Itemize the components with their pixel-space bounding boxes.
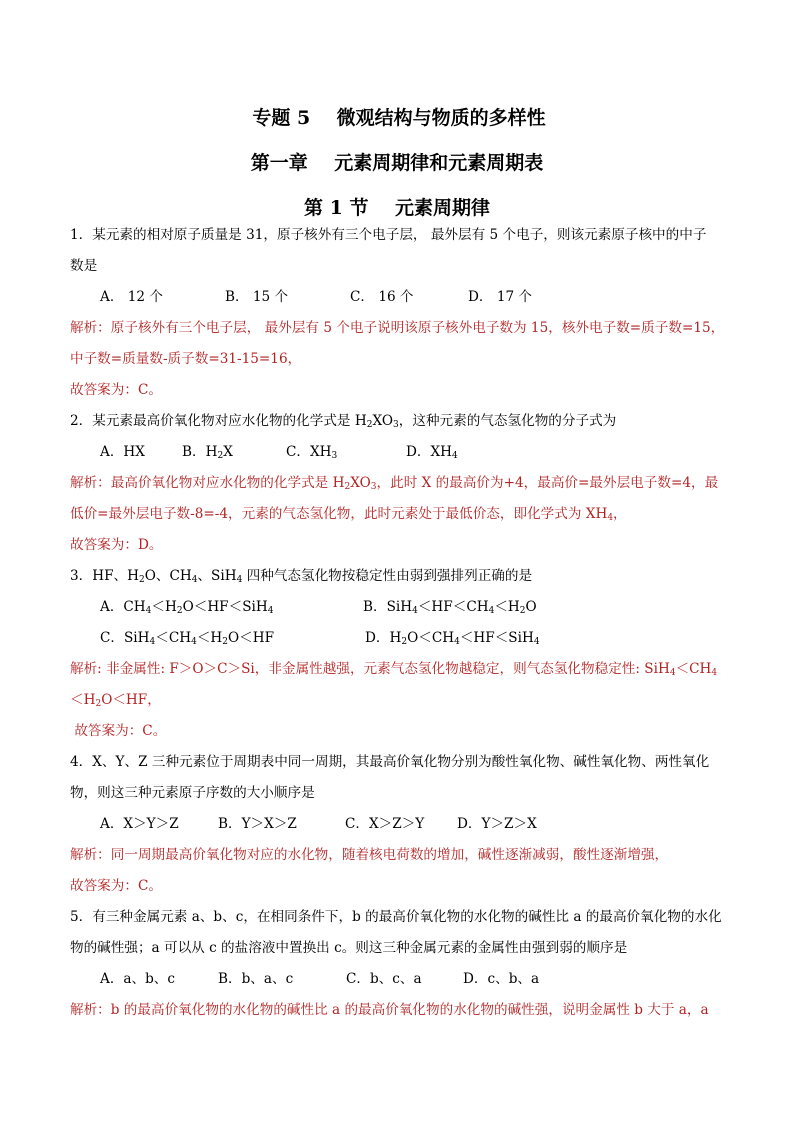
q1-answer: 故答案为：C。 bbox=[70, 382, 162, 398]
q3-options-row1 bbox=[70, 597, 734, 628]
q4-stem-cont: 物，则这三种元素原子序数的大小顺序是 bbox=[70, 785, 315, 801]
title-block bbox=[0, 103, 794, 238]
q2-option-c: C．$XH_3$ bbox=[286, 444, 338, 461]
q3-option-b: B．$SiH_4<HF<CH_4<H_2O$ bbox=[363, 599, 537, 616]
q4-option-d: D．Y＞Z＞X bbox=[457, 816, 537, 832]
q4-stem: 4．X、Y、Z 三种元素位于周期表中同一周期，其最高价氧化物分别为酸性氧化物、碱性氧化物、两性氧化 bbox=[70, 754, 710, 770]
q3-stem: 3．HF、$H_2O$、$CH_4$、SiH$_4$ 四种气态氢化物按稳定性由弱到强排列正确的是 bbox=[70, 568, 533, 585]
q5-option-c: C．b、c、a bbox=[346, 971, 422, 987]
q5-stem-cont: 物的碱性强；a 可以从 c 的盐溶液中置换出 c。则这三种金属元素的金属性由强到弱的顺序是 bbox=[70, 940, 628, 956]
q5-analysis: 解析：b 的最高价氧化物的水化物的碱性比 a 的最高价氧化物的水化物的碱性强，说明金属性 b 大于 a，a bbox=[70, 1002, 709, 1018]
chapter-title: 第一章 元素周期律和元素周期表 bbox=[250, 152, 544, 174]
q2-option-b: B．$H_2X$ bbox=[182, 444, 233, 461]
q1-option-c: C． 16 个 bbox=[350, 289, 414, 305]
q3-answer: 故答案为：C。 bbox=[70, 723, 167, 739]
q2-option-d: D．$XH_4$ bbox=[406, 444, 458, 461]
q2-analysis-cont: 低价=最外层电子数-8=-4，元素的气态氢化物，此时元素处于最低价态，即化学式为 $XH_4$， bbox=[70, 506, 627, 523]
q4-option-a: A．X＞Y＞Z bbox=[100, 816, 179, 832]
q2-option-a: A．HX bbox=[100, 444, 145, 460]
q1-option-b: B． 15 个 bbox=[225, 289, 289, 305]
topic-title: 专题 5 微观结构与物质的多样性 bbox=[252, 107, 546, 129]
question-list bbox=[70, 225, 734, 1031]
q2-stem: 2．某元素最高价氧化物对应水化物的化学式是 $H_2XO_3$，这种元素的气态氢化物的分子式为 bbox=[70, 413, 617, 430]
q4-option-b: B．Y＞X＞Z bbox=[218, 816, 297, 832]
q2-analysis: 解析：最高价氧化物对应水化物的化学式是 $H_2XO_3$，此时 X 的最高价为+4，最高价=最外层电子数=4，最 bbox=[70, 475, 719, 492]
q2-options bbox=[70, 442, 734, 473]
q5-option-b: B．b、a、c bbox=[218, 971, 294, 987]
q1-analysis: 解析：原子核外有三个电子层， 最外层有 5 个电子说明该原子核外电子数为 15，核外电子数=质子数=15， bbox=[70, 320, 725, 336]
q3-option-a: A．$CH_4<H_2O<HF<SiH_4$ bbox=[100, 599, 274, 616]
q1-stem-cont: 数是 bbox=[70, 258, 98, 274]
q3-options-row2 bbox=[70, 628, 734, 659]
q3-option-c: C．$SiH_4<CH_4<H_2O<HF$ bbox=[100, 630, 275, 647]
q5-option-a: A．a、b、c bbox=[100, 971, 176, 987]
q3-analysis-cont: $<H_2O<HF$， bbox=[70, 692, 161, 709]
q1-analysis-cont: 中子数=质量数-质子数=31-15=16， bbox=[70, 351, 302, 367]
q1-option-d: D． 17 个 bbox=[468, 289, 533, 305]
q1-option-a: A． 12 个 bbox=[100, 289, 163, 305]
q4-options bbox=[70, 814, 734, 845]
q1-stem: 1．某元素的相对原子质量是 31，原子核外有三个电子层， 最外层有 5 个电子，则该元素原子核中的中子 bbox=[70, 227, 707, 243]
q1-options bbox=[70, 287, 734, 318]
q5-stem: 5．有三种金属元素 a、b、c，在相同条件下，b 的最高价氧化物的水化物的碱性比 a 的最高价氧化物的水化 bbox=[70, 909, 722, 925]
section-title: 第 1 节 元素周期律 bbox=[304, 197, 490, 219]
q4-option-c: C．X＞Z＞Y bbox=[345, 816, 425, 832]
q2-answer: 故答案为：D。 bbox=[70, 537, 163, 553]
q4-answer: 故答案为：C。 bbox=[70, 878, 162, 894]
q4-analysis: 解析：同一周期最高价氧化物对应的水化物，随着核电荷数的增加，碱性逐渐减弱，酸性逐渐增强， bbox=[70, 847, 669, 863]
q5-options bbox=[70, 969, 734, 1000]
q5-option-d: D．c、b、a bbox=[463, 971, 540, 987]
q3-option-d: D．$H_2O<CH_4<HF<SiH_4$ bbox=[365, 630, 540, 647]
q3-analysis: 解析: 非金属性: F＞O＞C＞Si，非金属性越强，元素气态氢化物越稳定，则气态氢化物稳定性: $SiH_4<CH_4$ bbox=[70, 661, 718, 678]
